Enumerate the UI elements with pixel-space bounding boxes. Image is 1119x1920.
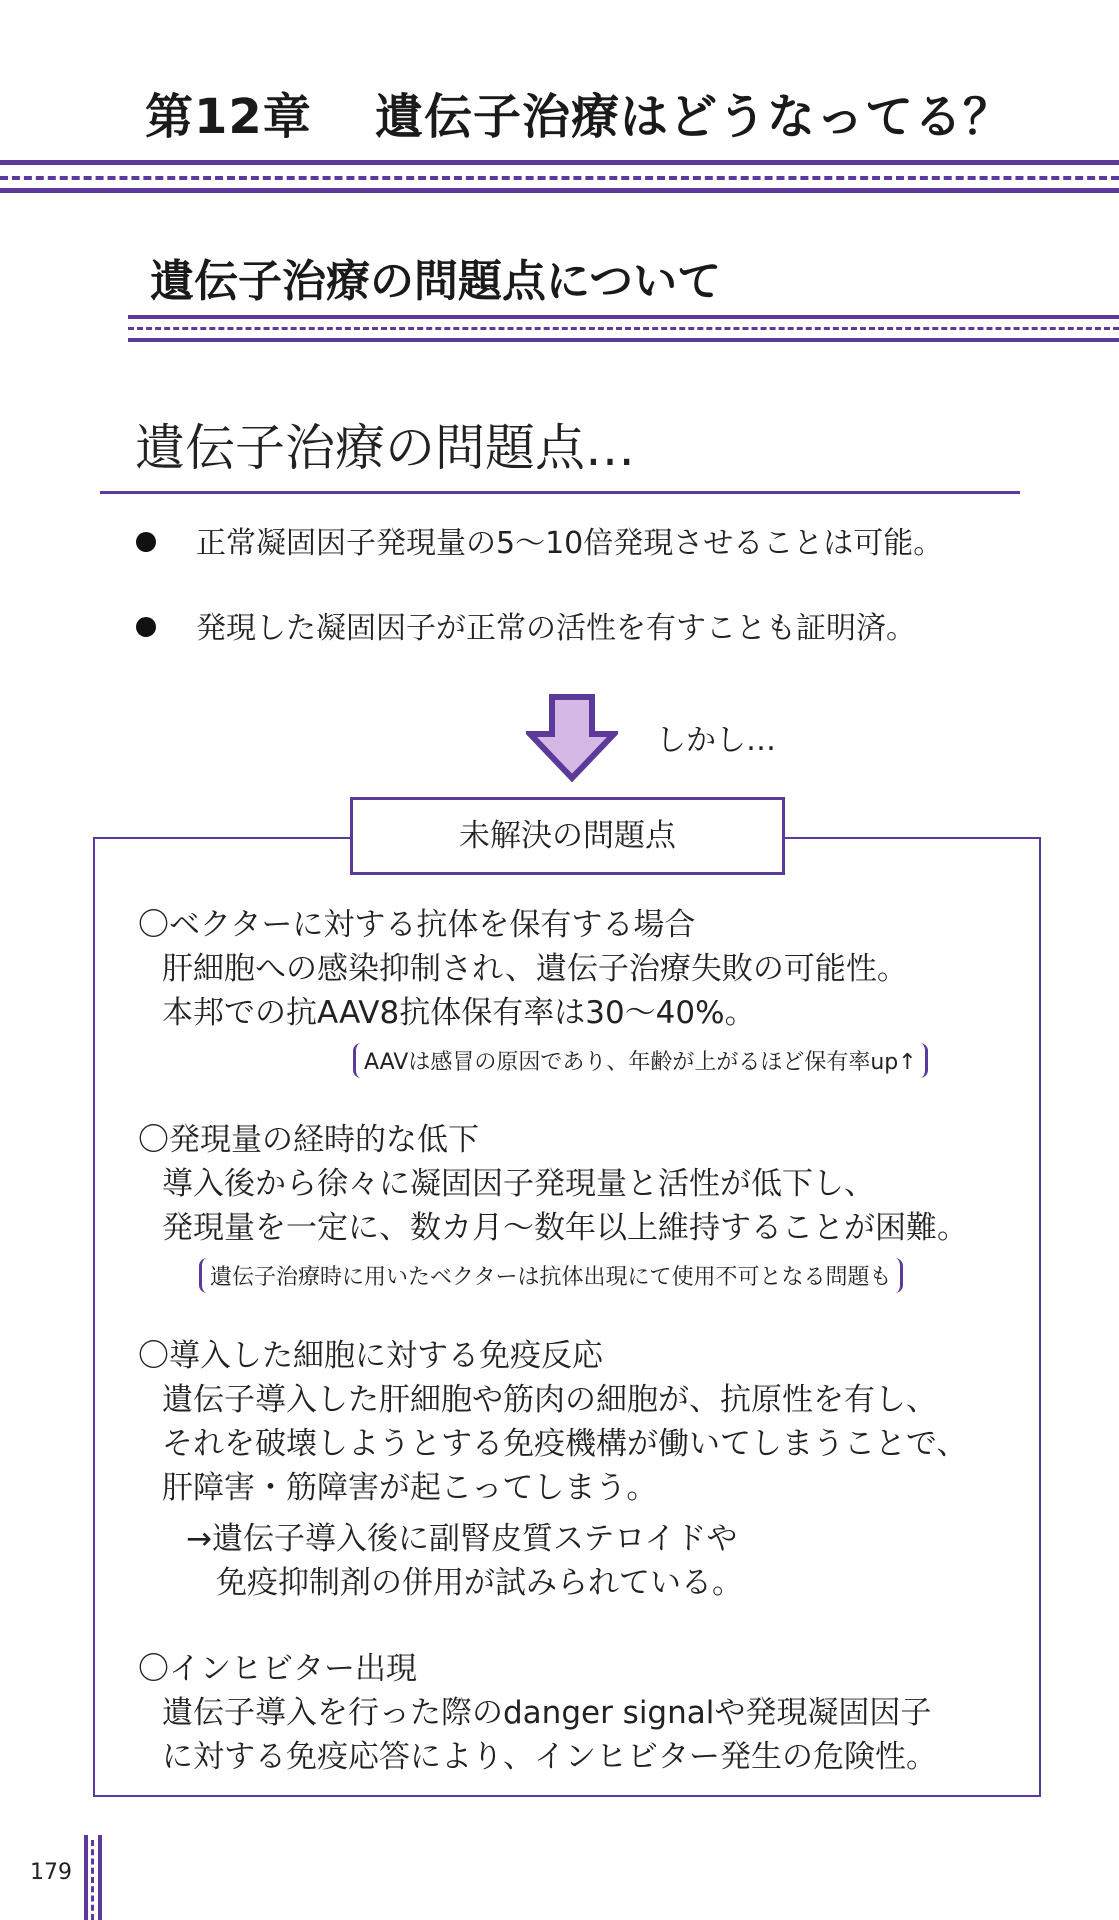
transition-text: しかし…	[656, 723, 776, 758]
problem-line: 遺伝子導入を行った際のdanger signalや発現凝固因子	[162, 1695, 932, 1731]
header-dash-line	[0, 176, 1119, 180]
problem-line: 導入後から徐々に凝固因子発現量と活性が低下し、	[162, 1166, 875, 1202]
problem-item	[138, 903, 908, 1035]
page-number: 179	[30, 1860, 72, 1885]
problem-line: それを破壊しようとする免疫機構が働いてしまうことで、	[162, 1426, 968, 1462]
problem-line: 肝障害・筋障害が起こってしまう。	[162, 1470, 658, 1506]
bullet-item: 発現した凝固因子が正常の活性を有すことも証明済。	[136, 603, 916, 647]
problem-sub-block	[138, 1517, 743, 1605]
problem-note: AAVは感冒の原因であり、年齢が上がるほど保有率up↑	[353, 1043, 928, 1078]
problem-heading: 〇ベクターに対する抗体を保有する場合	[138, 907, 696, 943]
problem-line: 本邦での抗AAV8抗体保有率は30〜40%。	[162, 995, 756, 1031]
section-dash-line	[128, 327, 1119, 330]
header-rule-top	[0, 160, 1119, 165]
problem-line: 発現量を一定に、数カ月〜数年以上維持することが困難。	[162, 1210, 968, 1246]
problem-line: に対する免疫応答により、インヒビター発生の危険性。	[162, 1739, 937, 1775]
problem-sub-line: 免疫抑制剤の併用が試みられている。	[216, 1565, 743, 1601]
bullet-dot-icon	[136, 617, 156, 637]
problem-item	[138, 1118, 968, 1250]
problem-item	[138, 1647, 937, 1779]
problems-box-label: 未解決の問題点	[350, 797, 785, 875]
slide-title: 遺伝子治療の問題点…	[135, 419, 635, 477]
problem-heading: 〇発現量の経時的な低下	[138, 1122, 479, 1158]
chapter-heading	[145, 78, 1012, 147]
problem-line: 遺伝子導入した肝細胞や筋肉の細胞が、抗原性を有し、	[162, 1382, 937, 1418]
footer-bar-right	[98, 1835, 102, 1920]
bullet-dot-icon	[136, 532, 156, 552]
problem-note: 遺伝子治療時に用いたベクターは抗体出現にて使用不可となる問題も	[199, 1258, 903, 1293]
section-rule-bottom	[128, 338, 1119, 342]
chapter-title: 遺伝子治療はどうなってる？	[375, 89, 1013, 145]
section-title: 遺伝子治療の問題点について	[150, 256, 722, 307]
problem-line: 肝細胞への感染抑制され、遺伝子治療失敗の可能性。	[162, 951, 908, 987]
bullet-item: 正常凝固因子発現量の5〜10倍発現させることは可能。	[136, 518, 943, 562]
header-rule-bottom	[0, 188, 1119, 193]
section-rule-top	[128, 315, 1119, 319]
problem-item	[138, 1334, 967, 1510]
footer-dash-line	[91, 1840, 94, 1920]
problem-heading: 〇導入した細胞に対する免疫反応	[138, 1338, 603, 1374]
down-arrow-icon	[526, 694, 618, 782]
footer-bar-left	[84, 1835, 88, 1920]
chapter-number: 第12章	[145, 89, 312, 145]
problem-sub-line: →遺伝子導入後に副腎皮質ステロイドや	[186, 1521, 738, 1557]
problem-heading: 〇インヒビター出現	[138, 1651, 417, 1687]
slide-title-underline	[100, 491, 1020, 494]
